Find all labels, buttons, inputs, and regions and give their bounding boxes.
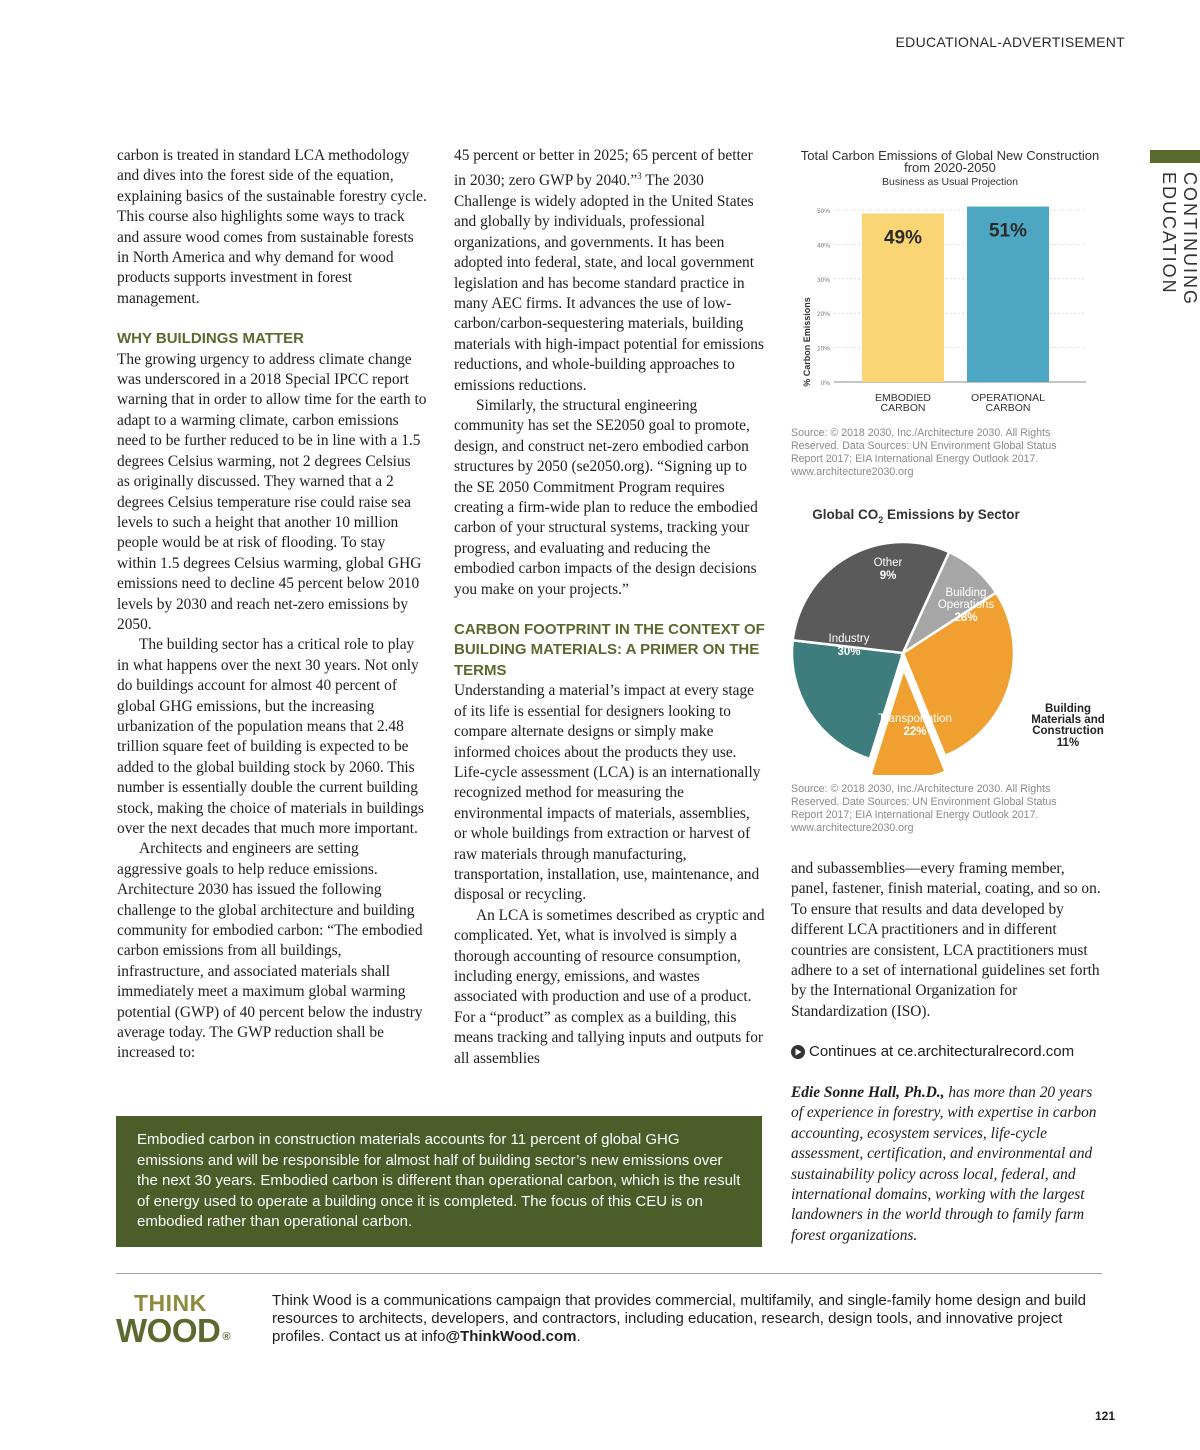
text-column-3 xyxy=(791,859,1101,1022)
section-side-label: CONTINUING EDUCATION xyxy=(1159,172,1200,306)
title-part: Global CO xyxy=(812,507,879,522)
chart-source-note xyxy=(791,783,1057,835)
slice-label: Materials and xyxy=(1031,714,1105,726)
chart-title: Total Carbon Emissions of Global New Construction xyxy=(800,148,1100,163)
y-tick-label: 30% xyxy=(816,276,830,284)
y-tick-label: 20% xyxy=(816,311,830,319)
source-line: Source: © 2018 2030, Inc./Architecture 2030. All Rights xyxy=(791,783,1051,795)
chart-source-note xyxy=(791,427,1057,479)
callout-box: Embodied carbon in construction materials accounts for 11 percent of global GHG emissions and will be responsible for almost half of building sector’s new emissions over the next 30 years. Embodied carbon is different than operational carbon, which is the result of energy used to operate a building once it is completed. The focus of this CEU is on embodied rather than operational carbon. xyxy=(116,1116,762,1247)
source-line: www.architecture2030.org xyxy=(791,822,914,834)
source-line: Source: © 2018 2030, Inc./Architecture 2030. All Rights xyxy=(791,427,1051,439)
logo-word: WOOD xyxy=(116,1312,221,1349)
author-name: Edie Sonne Hall, Ph.D., xyxy=(791,1084,945,1101)
paragraph: Architects and engineers are setting aggressive goals to help reduce emissions. Architecture 2030 has issued the following challenge to the global architecture and building community for embodied carbon: “The embodied carbon emissions from all buildings, infrastructure, and associated materials shall immediately meet a maximum global warming potential (GWP) of 40 percent below the industry average today. The GWP reduction shall be increased to: xyxy=(117,840,423,1062)
source-line: www.architecture2030.org xyxy=(791,466,914,478)
page-header-tag: EDUCATIONAL-ADVERTISEMENT xyxy=(895,34,1125,50)
continues-link-text[interactable]: Continues at ce.architecturalrecord.com xyxy=(809,1043,1075,1060)
slice-label: Industry xyxy=(828,633,870,645)
paragraph: and subassemblies—every framing member, panel, fastener, finish material, coating, and so on. To ensure that results and data developed by different LCA practitioners and in different countries are consistent, LCA practitioners must adhere to a set of international guidelines set forth by the International Organization for Standardization (ISO). xyxy=(791,860,1101,1020)
slice-value-label: 28% xyxy=(954,612,978,624)
section-heading: WHY BUILDINGS MATTER xyxy=(117,330,304,348)
footnote-ref: 3 xyxy=(637,171,642,182)
slice-label: Building xyxy=(945,587,987,599)
slice-label: Construction xyxy=(1032,725,1104,737)
title-part: Emissions by Sector xyxy=(883,507,1020,522)
x-tick-label: EMBODIED xyxy=(874,392,932,404)
think-wood-logo-top: THINK xyxy=(134,1290,207,1316)
bar-value-label: 49% xyxy=(883,227,923,249)
slice-label: Building xyxy=(1045,703,1091,715)
paragraph: The growing urgency to address climate change was underscored in a 2018 Special IPCC report warning that in order to allow time for the earth to adapt to a warming climate, carbon emissions need to be further reduced to be in line with a 1.5 degrees Celsius warming, not 2 degrees Celsius as originally discussed. They warned that a 2 degrees Celsius temperature rise could raise sea levels to such a height that another 10 million people would be at risk of flooding. To stay within 1.5 degrees Celsius warming, global GHG emissions need to decline 45 percent below 2010 levels by 2030 and reach net-zero emissions by 2050. xyxy=(117,350,427,633)
paragraph-text: 45 percent or better in 2025; 65 percent of better in 2030; zero GWP by 2040.” xyxy=(454,147,753,190)
footer-text: Think Wood is a communications campaign that provides commercial, multifamily, and single-family home design and build resources to architects, developers, and contractors, including education, research, design tools, and innovative project profiles. Contact us at info xyxy=(272,1292,1086,1345)
x-tick-label: CARBON xyxy=(985,402,1031,414)
x-tick-label: OPERATIONAL xyxy=(971,392,1045,404)
footer-divider xyxy=(116,1273,1102,1274)
chart-title xyxy=(812,507,1020,525)
chart-title-line2: from 2020-2050 xyxy=(904,160,996,175)
source-line: Reserved. Date Sources: UN Environment Global Status xyxy=(791,796,1057,808)
slice-label: Transportation xyxy=(878,713,952,725)
y-tick-label: 40% xyxy=(816,242,830,250)
section-heading: CARBON FOOTPRINT IN THE CONTEXT OF BUILDING MATERIALS: A PRIMER ON THE TERMS xyxy=(454,621,765,679)
footer-text-end: . xyxy=(576,1328,581,1345)
slice-label: Other xyxy=(873,557,903,569)
y-tick-label: 10% xyxy=(816,345,830,353)
paragraph: Understanding a material’s impact at every stage of its life is essential for designers looking to compare alternate designs or simply make informed choices about the products they use. Life-cycle assessment (LCA) is an internationally recognized method for measuring the environmental impacts of materials, assemblies, or whole buildings from extraction or harvest of raw materials through manufacturing, transportation, installation, use, maintenance, and disposal or recycling. xyxy=(454,682,761,904)
page-number: 121 xyxy=(1094,1409,1115,1423)
slice-value-label: 30% xyxy=(837,646,861,658)
paragraph: Similarly, the structural engineering community has set the SE2050 goal to promote, design, and construct net-zero embodied carbon structures by 2050 (se2050.org). “Signing up to the SE 2050 Commitment Program requires creating a firm-wide plan to reduce the embodied carbon of your structural systems, tracking your progress, and evaluating and reducing the embodied carbon impacts of the design decisions you make on your projects.” xyxy=(454,397,758,598)
text-column-1 xyxy=(117,146,427,1064)
paragraph: An LCA is sometimes described as cryptic and complicated. Yet, what is involved is simply a thorough accounting of resource consumption, including energy, emissions, and wastes associated with production and use of a product. For a “product” as complex as a building, this means tracking and tallying inputs and outputs for all assemblies xyxy=(454,906,765,1067)
section-color-bar xyxy=(1150,150,1200,163)
y-tick-label: 0% xyxy=(820,380,830,387)
registered-mark: ® xyxy=(222,1331,230,1343)
source-line: Reserved. Data Sources: UN Environment Global Status xyxy=(791,440,1057,452)
footer-email[interactable]: @ThinkWood.com xyxy=(445,1328,577,1345)
y-axis-label: % Carbon Emissions xyxy=(802,297,812,387)
footer-description xyxy=(272,1292,1102,1346)
author-bio xyxy=(791,1083,1106,1246)
source-line: Report 2017; EIA International Energy Outlook 2017. xyxy=(791,453,1039,465)
source-line: Report 2017; EIA International Energy Outlook 2017. xyxy=(791,809,1039,821)
chart-subtitle: Business as Usual Projection xyxy=(882,176,1018,188)
continues-link[interactable] xyxy=(791,1043,1074,1060)
paragraph-text: The 2030 Challenge is widely adopted in the United States and globally by individuals, professional organizations, and governments. It has been adopted into federal, state, and local government legislation and has become standard practice in many AEC firms. It advances the use of low-carbon/carbon-sequestering materials, building materials with high-impact potential for emissions reductions, and whole-building approaches to emissions reductions. xyxy=(454,172,764,394)
x-tick-label: CARBON xyxy=(880,402,926,414)
bar-value-label: 51% xyxy=(988,220,1028,242)
pie-chart xyxy=(786,500,1116,775)
text-column-2 xyxy=(454,146,766,1069)
paragraph: The building sector has a critical role to play in what happens over the next 30 years. Not only do buildings account for almost 40 percent of global GHG emissions, but the increasing urbanization of the population means that 2.48 trillion square feet of building is expected to be added to the global building stock by 2060. This number is essentially double the current building stock, making the choice of materials in buildings over the next decades that much more important. xyxy=(117,636,424,837)
think-wood-logo-bottom xyxy=(116,1312,230,1350)
paragraph: carbon is treated in standard LCA methodology and dives into the forest side of the equation, explaining basics of the sustainable forestry cycle. This course also highlights some ways to track and assure wood comes from sustainable forests in North America and why demand for wood products supports investment in forest management. xyxy=(117,147,427,307)
slice-value-label: 9% xyxy=(879,570,897,582)
slice-value-label: 22% xyxy=(903,726,927,738)
author-bio-text: has more than 20 years of experience in forestry, with expertise in carbon accounting, ecosystem services, life-cycle assessment, certification, and environmental and sustainability policy across local, federal, and international domains, working with the largest landowners in the world through to family farm forest organizations. xyxy=(791,1084,1097,1244)
slice-label: Operations xyxy=(937,599,995,611)
slice-value-label: 11% xyxy=(1056,737,1080,749)
title-subscript: 2 xyxy=(878,515,884,525)
pie-slices xyxy=(792,542,1014,775)
play-circle-icon xyxy=(791,1045,805,1059)
y-tick-label: 50% xyxy=(816,208,830,215)
paragraph xyxy=(454,146,766,396)
bar-chart xyxy=(786,140,1116,420)
